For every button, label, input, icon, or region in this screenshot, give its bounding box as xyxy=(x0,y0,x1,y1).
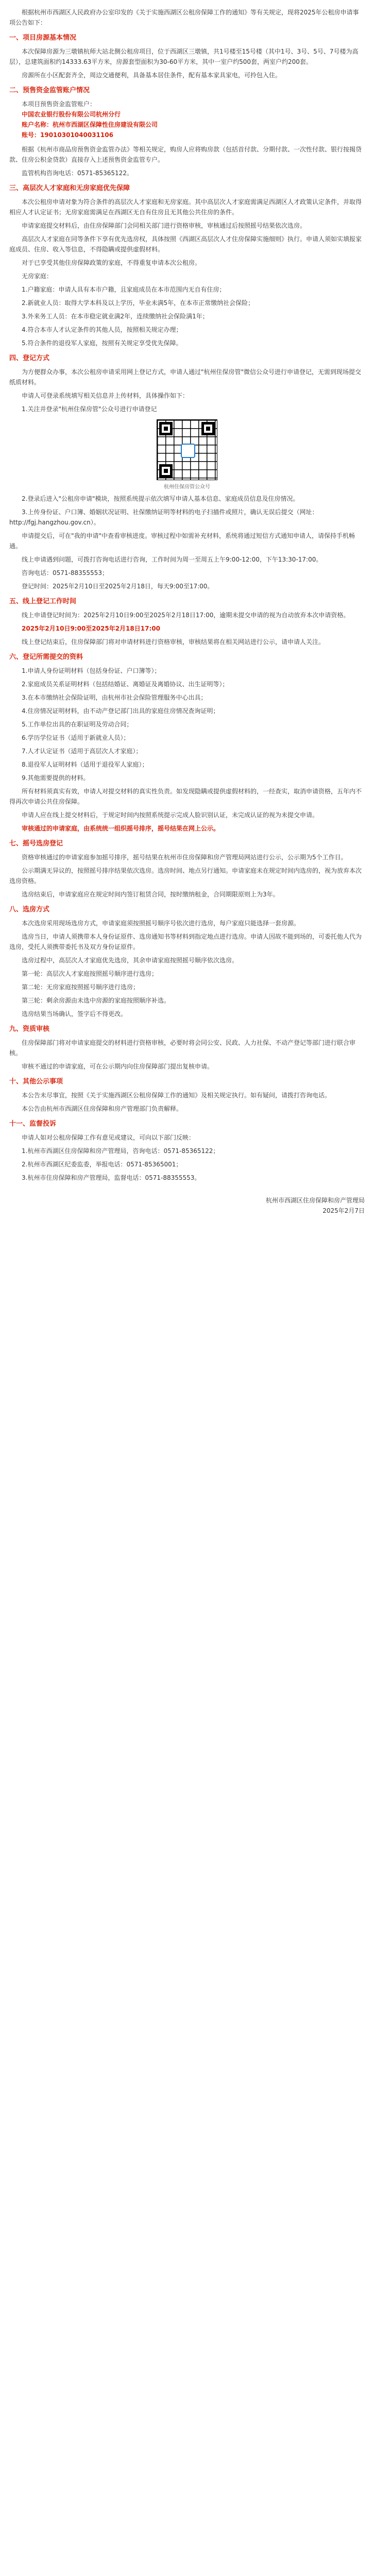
section-5-paragraph-1: 线上申请登记时间为：2025年2月10日9:00至2025年2月18日17:00，逾期未提交申请的视为自动放弃本次申请资格。 xyxy=(22,612,350,619)
qr-finder-icon xyxy=(159,422,173,435)
section-8-paragraph-1: 本次选房采用现场选房方式，申请家庭须按照摇号顺序号依次进行选房，每户家庭只能选择一套房源。 xyxy=(22,920,300,927)
intro-paragraph: 根据杭州市西湖区人民政府办公室印发的《关于实施西湖区公租房保障工作的通知》等有关规定，现将2025年公租房申请事项公告如下： xyxy=(9,9,359,26)
account-line-4: 账号：19010301040031106 xyxy=(22,131,113,139)
section-3-paragraph-2: 申请家庭提交材料后，由住房保障部门会同相关部门进行资格审核，审核通过后按照摇号结果依次选房。 xyxy=(22,222,307,229)
account-line-1: 本项目预售资金监管账户： xyxy=(22,100,96,108)
section-title-11: 十一、监督投诉 xyxy=(9,1120,57,1128)
section-10-paragraph-1: 本公告未尽事宜，按照《关于实施西湖区公租房保障工作的通知》及相关规定执行。如有疑问，请拨打咨询电话。 xyxy=(22,1092,331,1099)
section-title-3: 三、高层次人才家庭和无房家庭优先保障 xyxy=(9,184,130,192)
qr-logo-icon xyxy=(181,444,195,458)
section-10-paragraph-2: 本公告由杭州市西湖区住房保障和房产管理部门负责解释。 xyxy=(22,1105,183,1112)
section-3-types-title: 无房家庭： xyxy=(22,273,53,280)
list-item: 3.杭州市住房保障和房产管理局，监督电话：0571-88355553。 xyxy=(22,1174,201,1181)
list-item: 5.工作单位出具的在职证明及劳动合同； xyxy=(22,721,133,728)
section-4-step-1: 1.关注并登录"杭州住保房管"公众号进行申请登记 xyxy=(22,405,157,413)
section-title-7: 七、摇号选房登记 xyxy=(9,840,63,848)
section-4-paragraph-2: 申请人可登录系统填写相关信息并上传材料，具体操作如下： xyxy=(22,392,189,399)
section-title-4: 四、登记方式 xyxy=(9,354,50,362)
section-2-note: 根据《杭州市商品房预售资金监管办法》等相关规定，购房人应将购房款（包括首付款、分期付款、一次性付款、银行按揭贷款、住房公积金贷款）直接存入上述预售资金监管专户。 xyxy=(9,146,362,163)
section-8-paragraph-3: 选房过程中，高层次人才家庭优先选房，其余申请家庭按照摇号顺序依次选房。 xyxy=(22,957,239,964)
account-line-3: 账户名称：杭州市西湖区保障性住房建设有限公司 xyxy=(22,121,158,128)
list-item: 1.申请人身份证明材料（包括身份证、户口簿等）； xyxy=(22,667,161,674)
section-4-time: 登记时间：2025年2月10日至2025年2月18日，每天9:00至17:00。 xyxy=(22,583,214,590)
section-title-5: 五、线上登记工作时间 xyxy=(9,598,77,605)
section-title-1: 一、项目房源基本情况 xyxy=(9,34,77,42)
footer-date: 2025年2月7日 xyxy=(322,1207,365,1214)
list-item: 6.学历学位证书（适用于新就业人员）； xyxy=(22,734,130,741)
list-item: 2.杭州市西湖区纪委监委，举报电话：0571-85365001； xyxy=(22,1161,182,1168)
section-3-paragraph-1: 本次公租房申请对象为符合条件的高层次人才家庭和无房家庭。其中高层次人才家庭需满足西湖区人才政策认定条件，并取得相应人才认定证书；无房家庭需满足在西湖区无自有住房且无其他公共住房的条件。 xyxy=(9,198,362,216)
list-item: 9.其他需要提供的材料。 xyxy=(22,774,90,782)
list-item: 2.新就业人员：取得大学本科及以上学历，毕业未满5年，在本市正常缴纳社会保险； xyxy=(22,299,254,307)
list-item: 4.住房情况证明材料，由不动产登记部门出具的家庭住房情况查询证明； xyxy=(22,707,219,715)
section-1-paragraph-1: 本次保障房源为三墩镇杭师大站北侧公租房项目，位于西湖区三墩镇，共1号楼至15号楼（其中1号、3号、5号、7号楼为高层），总建筑面积约14333.63平方米，房源套型面积为30-60平方米，其中一室户约500套，两室户约200套。 xyxy=(9,48,359,65)
footer-organization: 杭州市西湖区住房保障和房产管理局 xyxy=(265,1197,365,1204)
list-item: 3.外来务工人员：在本市稳定就业满2年，连续缴纳社会保险满1年； xyxy=(22,313,209,320)
section-title-9: 九、资质审核 xyxy=(9,1025,50,1033)
section-4-paragraph-1: 为方便群众办事，本次公租房申请采用网上登记方式，申请人通过"杭州住保房管"微信公众号进行申请登记，无需到现场提交纸质材料。 xyxy=(9,368,362,386)
list-item: 2.家庭成员关系证明材料（包括结婚证、离婚证及离婚协议、出生证明等）； xyxy=(22,681,229,688)
section-title-2: 二、预售资金监管账户情况 xyxy=(9,87,90,94)
section-8-paragraph-2: 选房当日，申请人须携带本人身份证原件、选房通知书等材料到指定地点进行选房。申请人因故不能到场的，可委托他人代为选房，受托人须携带委托书及双方身份证原件。 xyxy=(9,933,362,951)
qr-code-icon[interactable] xyxy=(157,419,217,480)
section-1-paragraph-2: 房源所在小区配套齐全，周边交通便利，具备基本居住条件，配有基本家具家电，可拎包入住。 xyxy=(22,72,282,79)
section-7-paragraph-2: 公示期满无异议的，按照摇号排序结果依次选房。选房时间、地点另行通知。申请家庭未在规定时间内选房的，视为放弃本次选房资格。 xyxy=(9,867,362,885)
list-item: 7.人才认定证书（适用于高层次人才家庭）； xyxy=(22,748,142,755)
qr-code-block xyxy=(154,419,220,493)
section-4-paragraph-3: 申请提交后，可在"我的申请"中查看审核进度。审核过程中如需补充材料，系统将通过短信方式通知申请人，请保持手机畅通。 xyxy=(9,532,355,550)
section-4-step-2: 2.登录后进入"公租房申请"模块，按照系统提示依次填写申请人基本信息、家庭成员信息及住房情况。 xyxy=(22,495,299,502)
section-title-10: 十、其他公示事项 xyxy=(9,1078,63,1086)
section-3-paragraph-4: 对于已享受其他住房保障政策的家庭，不得重复申请本次公租房。 xyxy=(22,259,201,266)
section-4-step-3: 3.上传身份证、户口簿、婚姻状况证明、社保缴纳证明等材料的电子扫描件或照片，确认无误后提交（网址：http://fgj.hangzhou.gov.cn）。 xyxy=(9,509,318,526)
list-item: 1.杭州市西湖区住房保障和房产管理局，咨询电话：0571-85365122； xyxy=(22,1147,219,1155)
qr-finder-icon xyxy=(201,422,215,435)
list-item: 8.退役军人证明材料（适用于退役军人家庭）； xyxy=(22,761,148,768)
section-8-paragraph-4: 选房结果当场确认，签字后不得更改。 xyxy=(22,1010,127,1018)
account-line-2: 中国农业银行股份有限公司杭州分行 xyxy=(22,111,121,118)
section-title-6: 六、登记所需提交的资料 xyxy=(9,653,83,661)
section-6-note: 所有材料须真实有效，申请人对提交材料的真实性负责。如发现隐瞒或提供虚假材料的，一经查实，取消申请资格，五年内不得再次申请公共住房保障。 xyxy=(9,788,362,805)
section-2-contact: 监管机构咨询电话：0571-85365122。 xyxy=(22,170,133,177)
section-5-highlight: 2025年2月10日9:00至2025年2月18日17:00 xyxy=(22,625,160,632)
section-9-paragraph-2: 审核不通过的申请家庭，可在公示期内向住房保障部门提出复核申请。 xyxy=(22,1063,214,1070)
qr-finder-icon xyxy=(159,464,173,478)
list-item: 第一轮：高层次人才家庭按照摇号顺序进行选房； xyxy=(22,970,158,977)
section-6-extra: 申请人应在线上提交材料后，于规定时间内按照系统提示完成人脸识别认证，未完成认证的视为未提交申请。 xyxy=(22,811,319,819)
signature-block xyxy=(9,1195,365,1216)
section-3-paragraph-3: 高层次人才家庭在同等条件下享有优先选房权，具体按照《西湖区高层次人才住房保障实施细则》执行。申请人须如实填报家庭成员、住房、收入等信息，不得隐瞒或提供虚假材料。 xyxy=(9,235,362,253)
list-item: 第二轮：无房家庭按照摇号顺序进行选房； xyxy=(22,984,140,991)
section-9-paragraph-1: 住房保障部门将对申请家庭提交的材料进行资格审核，必要时将会同公安、民政、人力社保、不动产登记等部门进行联合审核。 xyxy=(9,1039,356,1057)
list-item: 5.符合条件的退役军人家庭，按照有关规定享受优先保障。 xyxy=(22,340,182,347)
list-item: 3.在本市缴纳社会保险证明，由杭州市社会保险管理服务中心出具； xyxy=(22,694,207,701)
section-7-paragraph-3: 选房结束后，申请家庭应在规定时间内签订租赁合同，按时缴纳租金，合同期限原则上为3年。 xyxy=(22,891,279,898)
qr-caption: 杭州住保房管公众号 xyxy=(164,484,210,490)
section-11-intro: 申请人如对公租房保障工作有意见或建议，可向以下部门反映： xyxy=(22,1134,195,1141)
section-6-highlight: 审核通过的申请家庭，由系统统一组织摇号排序，摇号结果在网上公示。 xyxy=(22,825,220,832)
section-title-8: 八、选房方式 xyxy=(9,906,50,913)
section-5-paragraph-2: 线上登记结束后，住房保障部门将对申请材料进行资格审核，审核结果将在相关网站进行公示，请申请人关注。 xyxy=(22,638,325,646)
section-7-paragraph-1: 资格审核通过的申请家庭参加摇号排序，摇号结果在杭州市住房保障和房产管理局网站进行公示，公示期为5个工作日。 xyxy=(22,854,347,861)
list-item: 第三轮：剩余房源由未选中房源的家庭按照顺序补选。 xyxy=(22,997,171,1004)
section-4-paragraph-4: 线上申请遇到问题，可拨打咨询电话进行咨询，工作时间为周一至周五上午9:00-12:00，下午13:30-17:00。 xyxy=(22,556,322,563)
list-item: 4.符合本市人才认定条件的其他人员，按照相关规定办理； xyxy=(22,326,182,333)
section-4-phone: 咨询电话：0571-88355553； xyxy=(22,569,108,577)
list-item: 1.户籍家庭：申请人具有本市户籍，且家庭成员在本市范围内无自有住房； xyxy=(22,286,226,293)
